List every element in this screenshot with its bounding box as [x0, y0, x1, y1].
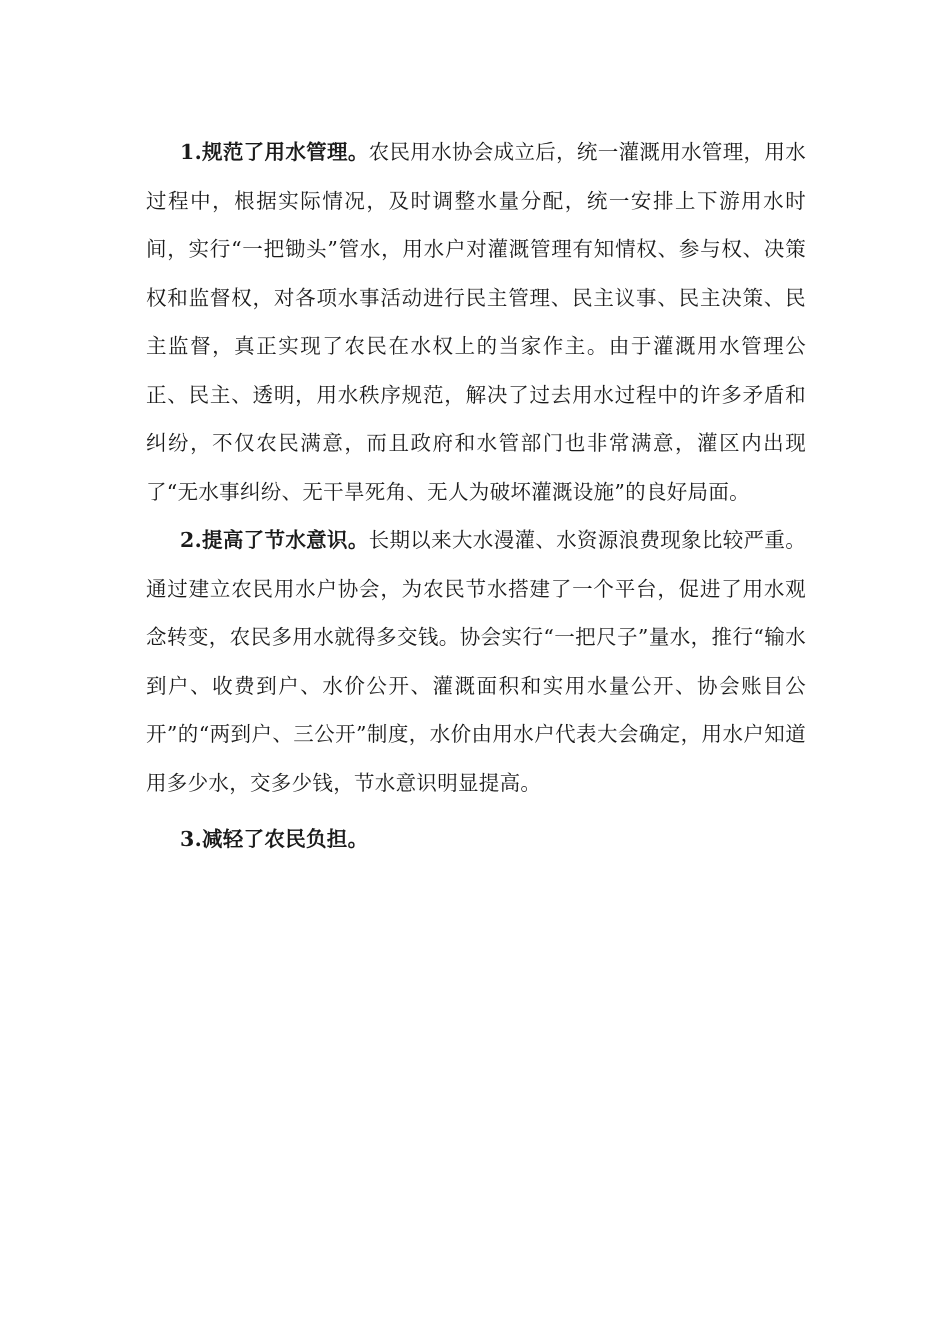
paragraph-farmer-burden [146, 815, 806, 864]
paragraph-heading: 2.提高了节水意识。 [180, 528, 369, 552]
paragraph-heading: 3.减轻了农民负担。 [180, 827, 369, 851]
paragraph-water-management [146, 128, 806, 516]
paragraph-heading: 1.规范了用水管理。 [180, 140, 369, 164]
paragraph-body: 长期以来大水漫灌、水资源浪费现象比较严重。通过建立农民用水户协会，为农民节水搭建了一个平台，促进了用水观念转变，农民多用水就得多交钱。协会实行“一把尺子”量水，推行“输水到户、收费到户、水价公开、灌溉面积和实用水量公开、协会账目公开”的“两到户、三公开”制度，水价由用水户代表大会确定，用水户知道用多少水，交多少钱，节水意识明显提高。 [146, 528, 806, 795]
paragraph-water-saving [146, 516, 806, 807]
document-body [146, 128, 806, 864]
paragraph-body: 农民用水协会成立后，统一灌溉用水管理，用水过程中，根据实际情况，及时调整水量分配，统一安排上下游用水时间，实行“一把锄头”管水，用水户对灌溉管理有知情权、参与权、决策权和监督权，对各项水事活动进行民主管理、民主议事、民主决策、民主监督，真正实现了农民在水权上的当家作主。由于灌溉用水管理公正、民主、透明，用水秩序规范，解决了过去用水过程中的许多矛盾和纠纷，不仅农民满意，而且政府和水管部门也非常满意，灌区内出现了“无水事纠纷、无干旱死角、无人为破坏灌溉设施”的良好局面。 [146, 140, 806, 504]
